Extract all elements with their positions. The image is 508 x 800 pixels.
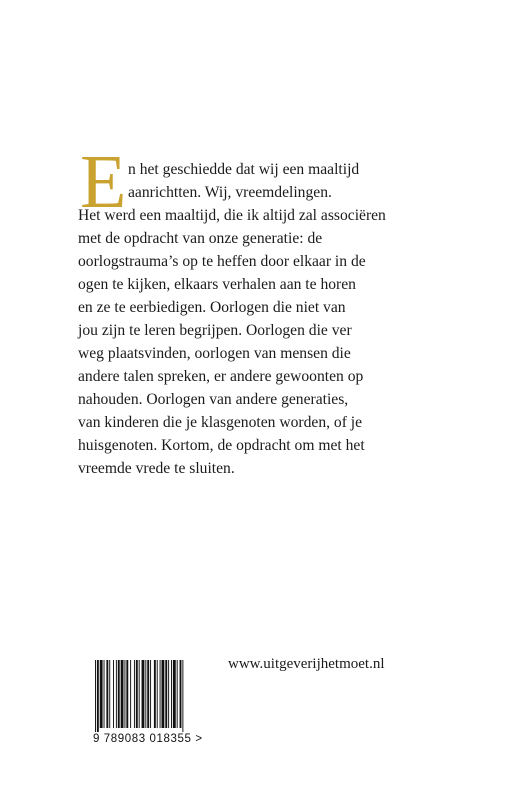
barcode-bar: [121, 660, 124, 728]
blurb-paragraph: [78, 158, 438, 480]
barcode-bar: [173, 660, 176, 728]
publisher-website[interactable]: www.uitgeverijhetmoet.nl: [228, 656, 385, 672]
blurb-line: met de opdracht van onze generatie: de: [78, 230, 323, 247]
barcode-bar: [109, 660, 110, 728]
blurb-line: nahouden. Oorlogen van andere generaties,: [78, 391, 349, 408]
blurb-line: vreemde vrede te sluiten.: [78, 460, 235, 477]
barcode-bar: [150, 660, 151, 728]
barcode-bar: [177, 660, 178, 728]
blurb-line: ogen te kijken, elkaars verhalen aan te horen: [78, 276, 356, 293]
barcode-bar: [165, 660, 167, 728]
blurb-line: oorlogstrauma’s op te heffen door elkaar in de: [78, 253, 366, 270]
barcode-bar: [182, 660, 183, 732]
barcode-bar: [100, 660, 103, 728]
barcode-bar: [97, 660, 99, 732]
barcode-bar: [124, 660, 125, 728]
barcode-bar: [168, 660, 169, 728]
barcode-bar: [145, 660, 146, 728]
barcode-bar: [139, 660, 140, 728]
barcode-bar: [162, 660, 165, 728]
barcode-bar: [142, 660, 145, 728]
blurb-line: jou zijn te leren begrijpen. Oorlogen die ver: [78, 322, 352, 339]
isbn-barcode: [93, 660, 211, 752]
barcode-bar: [118, 660, 120, 728]
blurb-line: van kinderen die je klasgenoten worden, of je: [78, 414, 363, 431]
blurb-line: Het werd een maaltijd, die ik altijd zal associëren: [78, 207, 386, 224]
barcode-bar: [154, 660, 156, 728]
barcode-bar: [147, 660, 149, 728]
barcode-bar: [130, 660, 131, 728]
isbn-number: 9 789083 018355 >: [93, 733, 203, 745]
barcode-bar: [157, 660, 158, 728]
blurb-line: aanrichtten. Wij, vreemdelingen.: [128, 184, 332, 201]
blurb-line: en ze te eerbiedigen. Oorlogen die niet van: [78, 299, 346, 316]
barcode-bars: [93, 660, 211, 732]
barcode-bar: [134, 660, 135, 728]
barcode-bar: [180, 660, 182, 728]
barcode-bar: [171, 660, 172, 728]
blurb-line: huisgenoten. Kortom, de opdracht om met het: [78, 437, 365, 454]
barcode-bar: [126, 660, 128, 728]
blurb-line: n het geschiedde dat wij een maaltijd: [128, 161, 360, 178]
blurb-line: andere talen spreken, er andere gewoonten op: [78, 368, 364, 385]
barcode-bar: [116, 660, 117, 728]
blurb-text: [78, 140, 438, 480]
barcode-bar: [160, 660, 161, 728]
barcode-bar: [106, 660, 108, 728]
barcode-bar: [104, 660, 105, 728]
drop-cap-letter: E: [80, 140, 127, 224]
blurb-line: weg plaatsvinden, oorlogen van mensen die: [78, 345, 351, 362]
barcode-bar: [136, 660, 138, 728]
barcode-bar: [95, 660, 96, 732]
barcode-bar: [113, 660, 114, 728]
